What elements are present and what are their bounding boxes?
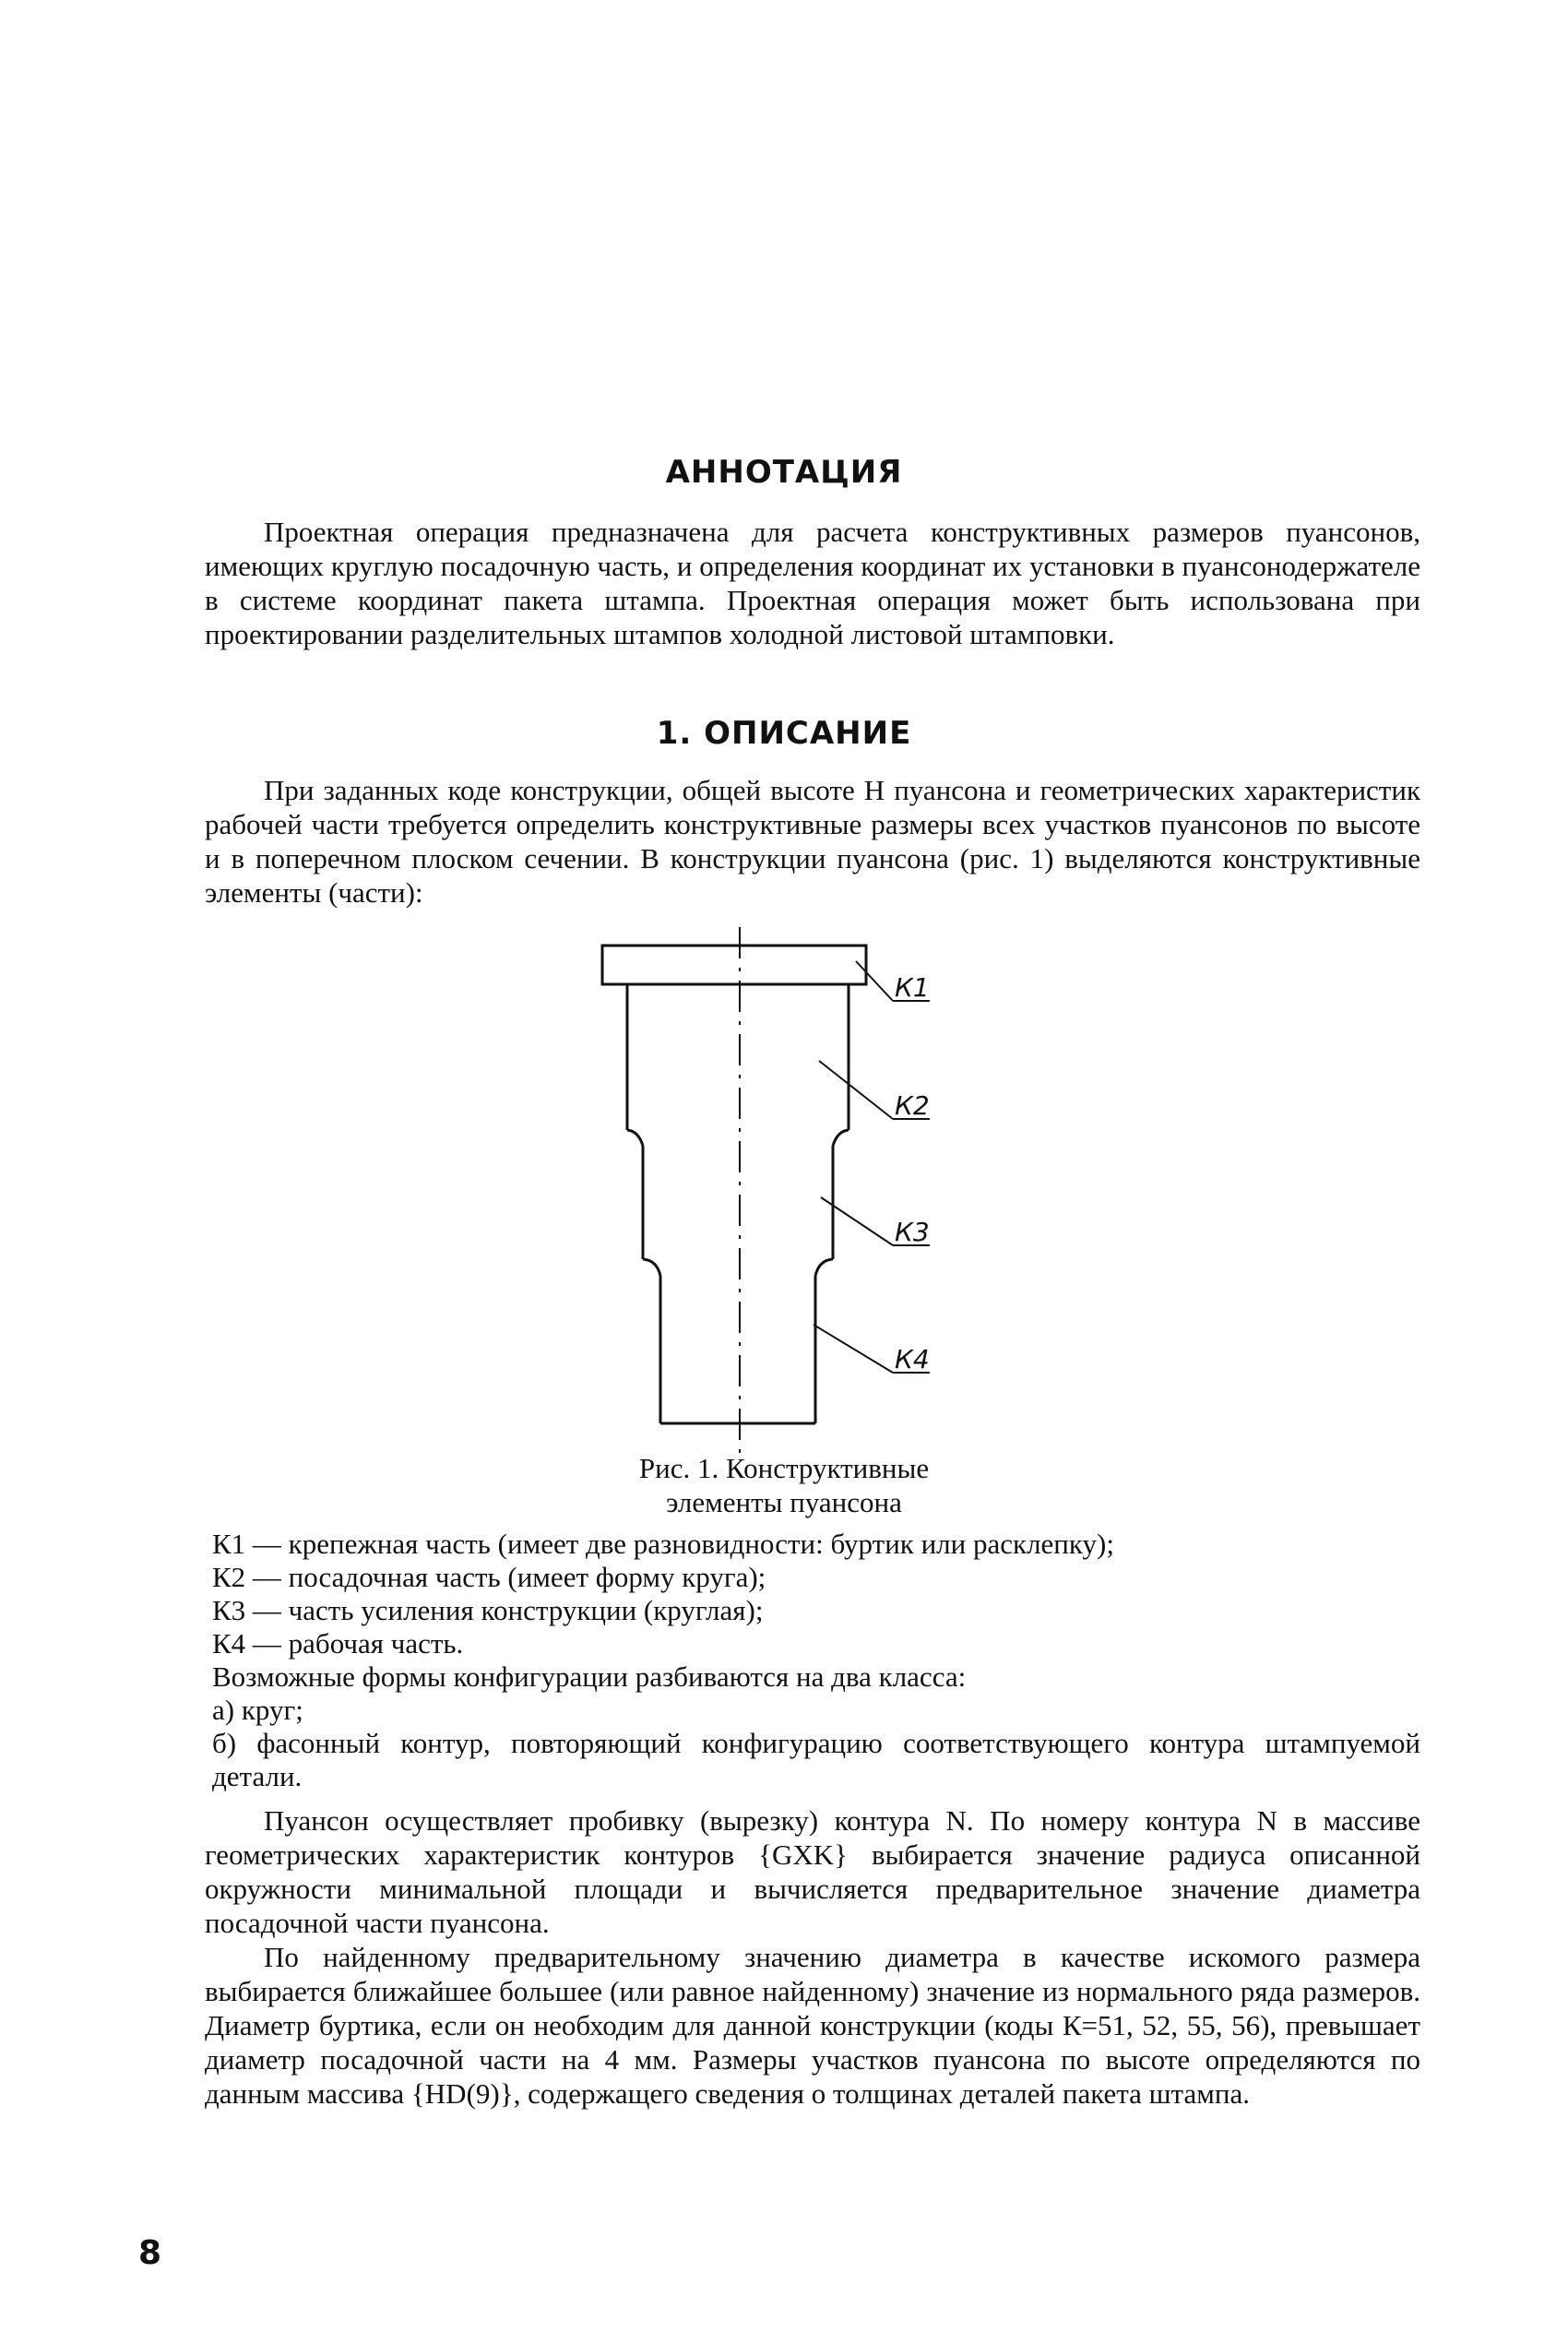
forms-intro: Возможные формы конфигурации разбиваются на два класса: (212, 1660, 967, 1693)
k1-head-shape (602, 946, 866, 984)
figure-caption-line1: Рис. 1. Конструктивные (638, 1452, 930, 1484)
elements-list (205, 1528, 1420, 1793)
punch-drawing (572, 922, 1033, 1476)
list-item: К4 — рабочая часть. (212, 1627, 464, 1660)
label-k4: К4 (895, 1344, 930, 1374)
forms-option-a: а) круг; (212, 1694, 303, 1726)
annotation-body (205, 515, 1420, 651)
k3-reinforcement-shape (643, 1146, 833, 1259)
list-item: К1 — крепежная часть (имеет две разновидности: буртик или расклепку); (212, 1528, 1114, 1560)
annotation-heading: АННОТАЦИЯ (665, 454, 903, 491)
label-k2: К2 (895, 1090, 930, 1121)
list-item: К3 — часть усиления конструкции (круглая); (212, 1594, 764, 1626)
list-item: К2 — посадочная часть (имеет форму круга); (212, 1561, 766, 1593)
label-k3: К3 (895, 1217, 930, 1247)
page-number: 8 (138, 2234, 162, 2272)
description-intro-block (205, 773, 1420, 910)
forms-option-b: б) фасонный контур, повторяющий конфигурацию соответствующего контура штампуемой детали. (212, 1727, 1420, 1792)
k4-working-shape (660, 1276, 815, 1423)
description-heading: 1. ОПИСАНИЕ (656, 715, 912, 752)
paragraph-punch: Пуансон осуществляет пробивку (вырезку) контура N. По номеру контура N в массиве геометрических характеристик контуров {GXK} выбирается значение радиуса описанной окружности минимальной площади и вычисляется предварительное значение диаметра посадочной части пуансона. (205, 1804, 1420, 1939)
paragraph-diameter: По найденному предварительному значению диаметра в качестве искомого размера выбирается ближайшее большее (или равное найденному) значение из нормального ряда размеров. Диаметр буртика, если он необходим для данной конструкции (коды К=51, 52, 55, 56), превышает диаметр посадочной части на 4 мм. Размеры участков пуансона по высоте определяются по данным массива {HD(9)}, содержащего сведения о толщинах деталей пакета штампа. (205, 1941, 1420, 2110)
description-intro: При заданных коде конструкции, общей высоте H пуансона и геометрических характеристик рабочей части требуется определить конструктивные размеры всех участков пуансонов по высоте и в поперечном плоском сечении. В конструкции пуансона (рис. 1) выделяются конструктивные элементы (части): (205, 774, 1420, 909)
annotation-paragraph: Проектная операция предназначена для расчета конструктивных размеров пуансонов, имеющих круглую посадочную часть, и определения координат их установки в пуансонодержателе в системе координат пакета штампа. Проектная операция может быть использована при проектировании разделительных штампов холодной листовой штамповки. (205, 516, 1420, 650)
figure-caption-line2: элементы пуансона (666, 1486, 902, 1518)
label-k1: К1 (895, 972, 930, 1003)
body-paragraphs (205, 1803, 1420, 2111)
k2-seating-shape (627, 984, 849, 1130)
